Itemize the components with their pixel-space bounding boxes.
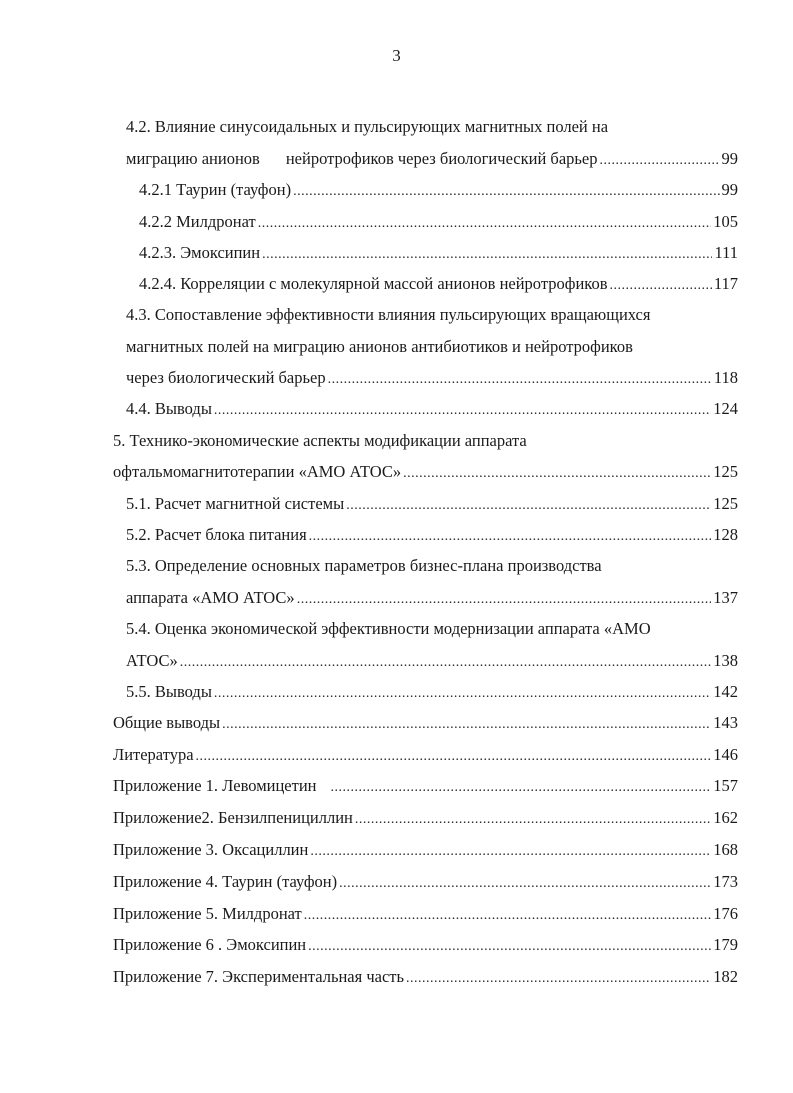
toc-entry-4-4[interactable] [126, 399, 738, 421]
toc-entry-page: 105 [713, 212, 738, 231]
toc-entry-page: 182 [713, 967, 738, 986]
leader-dots [262, 245, 712, 265]
toc-4-2-line2b: нейротрофиков через биологический барьер [285, 149, 598, 168]
toc-5-3-line2: аппарата «АМО АТОС» [126, 588, 295, 607]
toc-entry-4-2[interactable] [126, 149, 738, 171]
toc-entry-5-5[interactable] [126, 682, 738, 704]
toc-entry-title: 5.2. Расчет блока питания [126, 525, 307, 544]
toc-entry-page: 179 [713, 935, 738, 954]
toc-entry-4-2-2[interactable] [139, 212, 738, 234]
leader-dots [180, 653, 712, 673]
toc-entry-page: 146 [713, 745, 738, 764]
toc-entry-title: 5.1. Расчет магнитной системы [126, 494, 345, 513]
toc-entry-literature[interactable] [113, 745, 738, 767]
toc-entry-4-2-1[interactable] [139, 180, 738, 202]
toc-entry-page: 124 [713, 399, 738, 418]
leader-dots [355, 810, 711, 830]
toc-entry-page: 125 [713, 494, 738, 513]
toc-entry-title: 4.2.1 Таурин (тауфон) [139, 180, 292, 199]
toc-entry-5-1[interactable] [126, 494, 738, 516]
toc-entry-page: 128 [713, 525, 738, 544]
toc-entry-4-2-3[interactable] [139, 243, 738, 265]
toc-entry-appendix-5[interactable] [113, 904, 738, 926]
toc-entry-title: Приложение 3. Оксациллин [113, 840, 309, 859]
toc-entry-appendix-2[interactable] [113, 808, 738, 830]
toc-entry-title: Литература [113, 745, 194, 764]
toc-entry-title: 4.2.2 Милдронат [139, 212, 256, 231]
toc-entry-5-2[interactable] [126, 525, 738, 547]
toc-4-3-line1: 4.3. Сопоставление эффективности влияния пульсирующих вращающихся [126, 305, 651, 324]
page-number: 3 [392, 46, 401, 65]
toc-entry-page: 143 [713, 713, 738, 732]
leader-dots [258, 214, 712, 234]
toc-entry-page: 162 [713, 808, 738, 827]
leader-dots [310, 842, 711, 862]
leader-dots [222, 715, 711, 735]
toc-5-3-line1: 5.3. Определение основных параметров бизнес-плана производства [126, 556, 602, 575]
leader-dots [600, 151, 720, 171]
toc-4-2-line1: 4.2. Влияние синусоидальных и пульсирующих магнитных полей на [126, 117, 609, 136]
toc-entry-title: Приложение 4. Таурин (тауфон) [113, 872, 338, 891]
toc-entry-appendix-4[interactable] [113, 872, 738, 894]
leader-dots [214, 401, 711, 421]
leader-dots [214, 684, 711, 704]
toc-4-3-line2: магнитных полей на миграцию анионов антибиотиков и нейротрофиков [126, 337, 633, 356]
toc-entry-title: Приложение 6 . Эмоксипин [113, 935, 307, 954]
leader-dots [297, 590, 712, 610]
toc-5-4-line2: АТОС» [126, 651, 178, 670]
toc-entry-title: Приложение 5. Милдронат [113, 904, 302, 923]
toc-entry-page: 118 [713, 368, 738, 387]
leader-dots [610, 276, 712, 296]
toc-entry-appendix-7[interactable] [113, 967, 738, 989]
leader-dots [406, 969, 711, 989]
toc-entry-page: 137 [713, 588, 738, 607]
toc-entry-title: Приложение 1. Левомицетин [113, 776, 317, 795]
toc-entry-title: Общие выводы [113, 713, 221, 732]
toc-entry-page: 117 [713, 274, 738, 293]
toc-entry-page: 142 [713, 682, 738, 701]
toc-entry-appendix-3[interactable] [113, 840, 738, 862]
leader-dots [346, 496, 711, 516]
toc-entry-appendix-6[interactable] [113, 935, 738, 957]
toc-entry-4-2-4[interactable] [139, 274, 738, 296]
toc-entry-5-4[interactable] [126, 651, 738, 673]
toc-5-4-line1: 5.4. Оценка экономической эффективности модернизации аппарата «АМО [126, 619, 651, 638]
toc-4-2-line2a: миграцию анионов [126, 149, 260, 168]
toc-entry-title: 4.4. Выводы [126, 399, 212, 418]
toc-entry-page: 111 [714, 243, 738, 262]
leader-dots [339, 874, 711, 894]
toc-entry-title: Приложение2. Бензилпенициллин [113, 808, 353, 827]
toc-entry-page: 176 [713, 904, 738, 923]
toc-entry-title: Приложение 7. Экспериментальная часть [113, 967, 405, 986]
leader-dots [331, 778, 712, 798]
toc-entry-page: 138 [713, 651, 738, 670]
toc-4-2-page: 99 [721, 149, 738, 168]
toc-4-3-line3: через биологический барьер [126, 368, 326, 387]
leader-dots [196, 747, 712, 767]
toc-5-line2: офтальмомагнитотерапии «АМО АТОС» [113, 462, 402, 481]
leader-dots [328, 370, 712, 390]
leader-dots [304, 906, 711, 926]
toc-entry-5-3[interactable] [126, 588, 738, 610]
toc-5-line1: 5. Технико-экономические аспекты модификации аппарата [113, 431, 527, 450]
toc-entry-4-3[interactable] [126, 368, 738, 390]
toc-entry-title: 5.5. Выводы [126, 682, 212, 701]
toc-entry-page: 168 [713, 840, 738, 859]
leader-dots [309, 527, 712, 547]
toc-entry-appendix-1[interactable] [113, 776, 738, 798]
leader-dots [308, 937, 711, 957]
leader-dots [403, 464, 711, 484]
toc-entry-5[interactable] [113, 462, 738, 484]
toc-entry-general-conclusions[interactable] [113, 713, 738, 735]
toc-entry-page: 99 [721, 180, 738, 199]
toc-entry-page: 157 [713, 776, 738, 795]
leader-dots [293, 182, 719, 202]
toc-entry-page: 125 [713, 462, 738, 481]
toc-entry-title: 4.2.4. Корреляции с молекулярной массой анионов нейротрофиков [139, 274, 608, 293]
toc-entry-page: 173 [713, 872, 738, 891]
toc-entry-title: 4.2.3. Эмоксипин [139, 243, 261, 262]
